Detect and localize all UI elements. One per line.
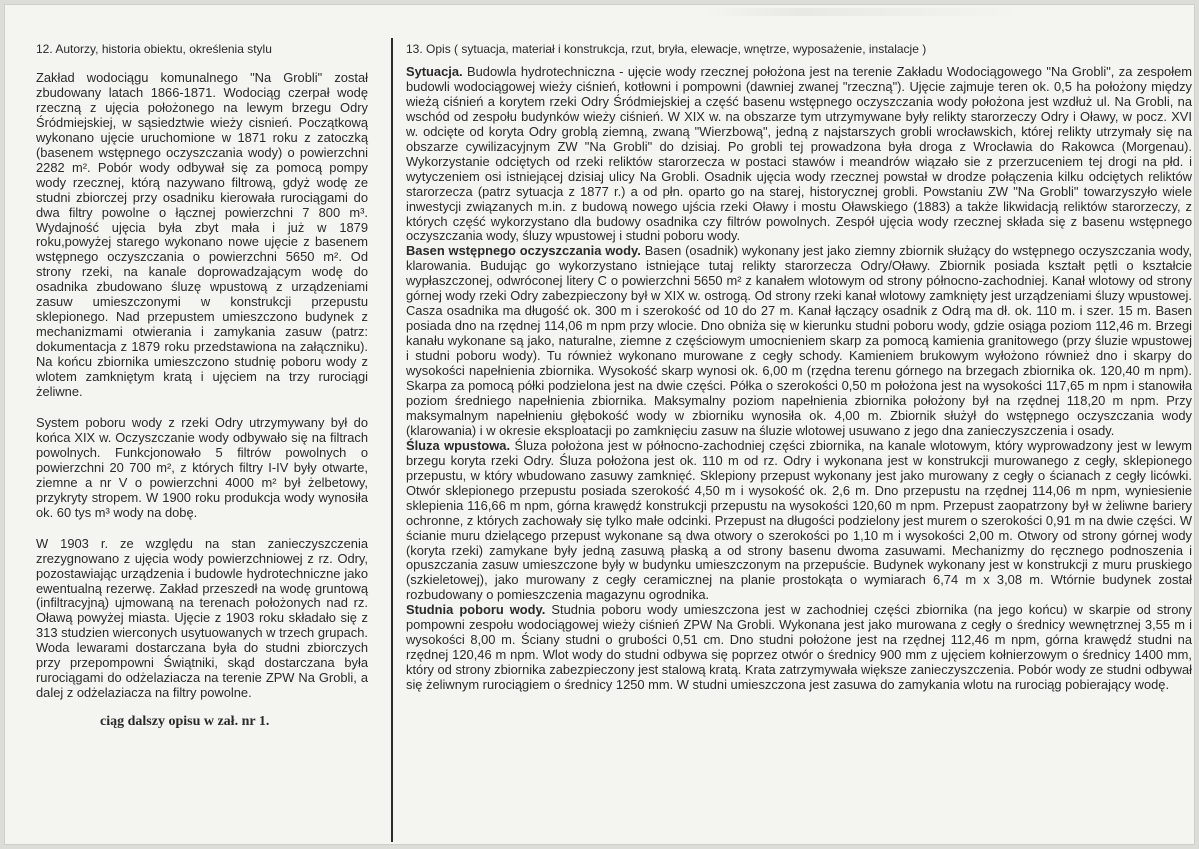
section-title: Sytuacja. bbox=[406, 64, 463, 79]
description-sluice bbox=[406, 439, 1192, 603]
section-text: Śluza położona jest w północno-zachodniej części zbiornika, na kanale wlotowym, który wyprowadzony jest w lewym brzegu koryta rzeki Odry. Śluza położona jest ok. 110 m od rz. Odry i wykonana jest w konstrukcji murowanego z cegły, sklepionego przepustu, w który wbudowano zasuwy zamknięć. Sklepiony przepust wykonany jest jako murowany z cegły o ścianach z cegły licówki. Otwór sklepionego przepustu posiada szerokość 4,50 m i wysokość ok. 2,6 m. Dno przepustu na rzędnej 114,06 m npm, wyniesienie sklepienia 116,66 m npm, górna krawędź konstrukcji przepustu na wysokości 120,60 m npm. Przepust zaopatrzony był w żeliwne bariery ochronne, z których zachowały się tylko małe odcinki. Przepust na długości podzielony jest murem o szerokości 0,91 m na dwie części. W ścianie muru dzielącego przepust wykonane są dwa otwory o szerokości po 1,10 m i wysokości 2,00 m. Otwory od strony górnej wody (koryta rzeki) zamykane były jedną zasuwą płaską a od strony basenu dwoma zasuwami. Mechanizmy do ręcznego podnoszenia i opuszczania zasuw umieszczone były w budynku umieszczonym na przepuście. Budynek wykonany jest w konstrukcji z muru pruskiego (szkieletowej), jako murowany z cegły ceramicznej na planie prostokąta o wymiarach 6,74 m x 3,08 m. Wtórnie budynek został rozbudowany o pomieszczenia magazynu ogrodnika. bbox=[406, 437, 1192, 603]
history-paragraph-3: W 1903 r. ze względu na stan zanieczyszczenia zrezygnowano z ujęcia wody powierzchniowej z rz. Odry, pozostawiając urządzenia i budowle hydrotechniczne jako ewentualną rezerwę. Zakład przeszedł na wodę gruntową (infiltracyjną) ujmowaną na terenach położonych nad rz. Oławą powyżej miasta. Ujęcie z 1903 roku składało się z 313 studzien wierconych usytuowanych w trzech grupach. Woda lewarami dostarczana była do studni zbiorczych przy przepompowni Świątniki, skąd dostarczana była rurociągami do odżelaziacza na terenie ZPW Na Grobli, a dalej z odżelaziacza na filtry powolne. bbox=[36, 535, 368, 701]
section-title: Śluza wpustowa. bbox=[406, 437, 511, 453]
description-well bbox=[406, 603, 1192, 693]
left-column bbox=[36, 42, 368, 730]
section-text: Studnia poboru wody umieszczona jest w zachodniej części zbiornika (na jego końcu) w skarpie od strony pompowni zespołu wodociągowej wieży ciśnień ZPW Na Grobli. Wykonana jest jako murowana z cegły o średnicy wewnętrznej 3,55 m i wysokości 8,00 m. Ściany studni o grubości 0,51 cm. Dno studni położone jest na rzędnej 112,46 m npm, górna krawędź studni na rzędnej 120,46 m npm. Wlot wody do studni odbywa się poprzez otwór o średnicy 900 mm z ujęciem kołnierzowym o średnicy 1400 mm, który od strony zbiornika zabezpieczony jest stalową kratą. Krata zatrzymywała większe zanieczyszczenia. Pobór wody ze studni odbywał się żeliwnym rurociągiem o średnicy 1250 mm. W studni umieszczona jest zasuwa do zamykania wlotu na rurociąg pobierający wodę. bbox=[406, 602, 1192, 693]
section-title: Studnia poboru wody. bbox=[406, 602, 546, 618]
document-sheet bbox=[4, 4, 1195, 845]
section-12-header: 12. Autorzy, historia obiektu, określenia stylu bbox=[36, 42, 272, 56]
continuation-note: ciąg dalszy opisu w zał. nr 1. bbox=[100, 714, 270, 730]
description-situation bbox=[406, 65, 1192, 244]
description-basin bbox=[406, 244, 1192, 438]
history-paragraph-1: Zakład wodociągu komunalnego "Na Grobli" został zbudowany latach 1866-1871. Wodociąg czerpał wodę rzeczną z ujęcia położonego na lewym brzegu Odry Śródmiejskiej, w sąsiedztwie wieży cisnień. Początkową wykonano ujęcie uruchomione w 1871 roku z zatoczką (basenem wstępnego oczyszczania wody) o powierzchni 2282 m². Pobór wody odbywał się za pomocą pompy wody rzecznej, którą nazywano filtrową, gdyż wodę ze studni zbiorczej przy osadniku kierowała rurociągami do dwa filtry powolne o łącznej powierzchni 7 800 m³. Wydajność ujęcia była zbyt mała i już w 1879 roku,powyżej starego wykonano nowe ujęcie z basenem wstępnego oczyszczania o powierzchni 5650 m². Od strony rzeki, na kanale doprowadzającym wodę do osadnika zbudowano śluzę wpustową z urządzeniami zasuw umieszczonymi w konstrukcji przepustu sklepionego. Nad przepustem umieszczono budynek z mechanizmami otwierania i zamykania zasuw (patrz: dokumentacja z 1879 roku przedstawiona na załączniku). Na końcu zbiornika umieszczono studnię poboru wody z wlotem zamkniętym kratą i ujęciem na trzy rurociągi żeliwne. bbox=[36, 70, 368, 400]
section-text: Budowla hydrotechniczna - ujęcie wody rzecznej położona jest na terenie Zakładu Wodociągowego "Na Grobli", za zespołem budowli wodociągowej wieży ciśnień, kotłowni i pompowni (dawniej zwanej "rzeczną"). Ujęcie zajmuje teren ok. 0,5 ha położony między wieżą ciśnień a korytem rzeki Odry Śródmiejskiej a część basenu wstępnego oczyszczania wody położona jest wzdłuż ul. Na Grobli, na wschód od zespołu budynków wieży ciśnień. W XIX w. na obszarze tym utrzymywane były relikty starorzeczy Odry i Oławy, w pocz. XVI w. odcięte od koryta Odry groblą ziemną, zwaną "Wierzbową", jedną z najstarszych grobli wrocławskich, której relikty utrzymały się na obszarze cywilizacyjnym ZW "Na Grobli" do dzisiaj. Po grobli tej prowadzona była droga z Wrocławia do Rakowca (Morgenau). Wykorzystanie odciętych od rzeki reliktów starorzecza w postaci stawów i meandrów wiązało sie z przerzuceniem tej drogi na płd. i wytyczeniem osi istniejącej dzisiaj ulicy Na Grobli. Osadnik ujęcia wody rzecznej powstał w drodze połączenia kilku odciętych reliktów starorzecza (patrz sytuacja z 1877 r.) a od płn. oparto go na starej, historycznej grobli. Powstaniu ZW "Na Grobli" towarzyszyło wiele inwestycji związanych m.in. z budową nowego ujścia rzeki Oławy i mostu Oławskiego (1883) a także likwidacją reliktów starorzeczy, z których część wykorzystano dla budowy osadnika czy filtrów powolnych. Zespół ujęcia wody rzecznej składa się z basenu wstępnego oczyszczania wody, śluzy wpustowej i studni poboru wody. bbox=[406, 64, 1192, 244]
section-title: Basen wstępnego oczyszczania wody. bbox=[406, 243, 641, 259]
column-divider bbox=[391, 38, 393, 842]
section-text: Basen (osadnik) wykonany jest jako ziemny zbiornik służący do wstępnego oczyszczania wody, klarowania. Budując go wykorzystano istniejące tutaj relikty starorzecza Odry/Oławy. Zbiornik posiada kształt pętli o kształcie wypłaszczonej, odwróconej litery C o powierzchni 5650 m² z kanałem wlotowym od strony północno-zachodniej. Kanał wlotowy od strony górnej wody rzeki Odry zabezpieczony był w XIX w. ostrogą. Od strony rzeki kanał wlotowy zamknięty jest urządzeniami śluzy wpustowej. Casza osadnika ma długość ok. 300 m i szerokość od 10 do 27 m. Kanał łączący osadnik z Odrą ma dł. ok. 110 m. i szer. 15 m. Basen posiada dno na rzędnej 114,06 m npm przy wlocie. Dno obniża się w kierunku studni poboru wody, gdzie osiąga poziom 112,46 m. Brzegi kanału wykonane są jako, naturalne, ziemne z częściowym umocnieniem skarp za pomocą kamienia granitowego (przy śluzie wpustowej i studni poboru wody). Tu również wykonano murowane z cegły schody. Kamieniem brukowym wyłożono również dno i skarpy do wysokości napełnienia zbiornika. Wysokość skarp wynosi ok. 6,00 m (rzędna terenu górnego na brzegach zbiornika ok. 120,40 m npm). Skarpa za pomocą półki podzielona jest na dwie części. Półka o szerokości 0,50 m położona jest na wysokości 117,65 m npm i stanowiła poziom średniego napełnienia zbiornika. Maksymalny poziom napełnienia zbiornika położony był na rzędnej 118,20 m npm. Przy maksymalnym napełnieniu głębokość wody w zbiorniku wynosiła ok. 4,00 m. Zbiornik służył do wstępnego oczyszczania wody (klarowania) i w okresie eksploatacji po zamknięciu zasuw na śluzie wlotowej usuwano z jego dna zanieczyszczenia i osady. bbox=[406, 243, 1193, 438]
section-13-header: 13. Opis ( sytuacja, materiał i konstrukcja, rzut, bryła, elewacje, wnętrze, wyposażenie, instalacje ) bbox=[406, 42, 927, 56]
scan-artifact bbox=[704, 8, 1024, 16]
history-paragraph-2: System poboru wody z rzeki Odry utrzymywany był do końca XIX w. Oczyszczanie wody odbywało się na filtrach powolnych. Funkcjonowało 5 filtrów powolnych o powierzchni 20 700 m², z których filtry I-IV były otwarte, ziemne a nr V o powierzchni 4000 m² był żelbetowy, przykryty stropem. W 1900 roku produkcja wody wynosiła ok. 60 tys m³ wody na dobę. bbox=[36, 414, 368, 520]
right-column bbox=[406, 42, 1192, 693]
